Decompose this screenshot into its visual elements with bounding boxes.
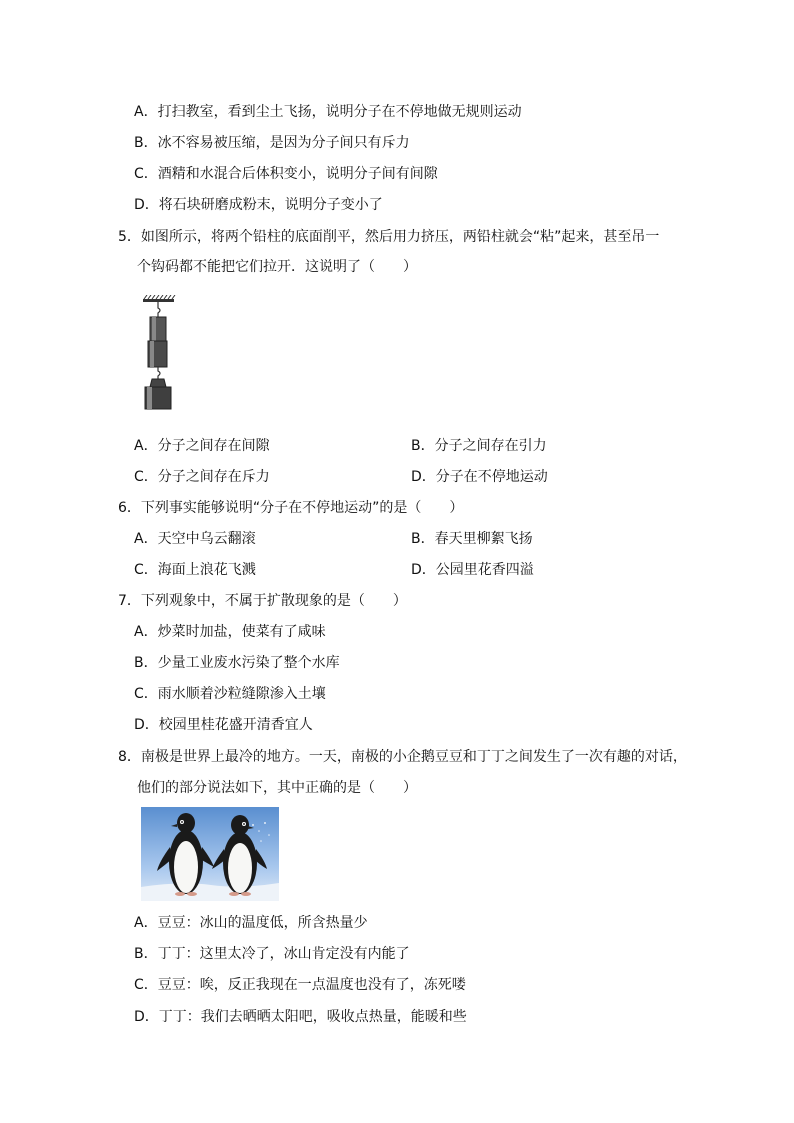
q7-option-c: C．雨水顺着沙粒缝隙渗入土壤 bbox=[134, 686, 326, 702]
q5-stem-line1: 5．如图所示，将两个铅柱的底面削平，然后用力挤压，两铅柱就会“粘”起来，甚至吊一 bbox=[118, 229, 660, 245]
q5-stem-line2: 个钩码都不能把它们拉开．这说明了（ ） bbox=[137, 259, 417, 275]
q7-option-d: D．校园里桂花盛开清香宜人 bbox=[134, 717, 313, 733]
q6-stem: 6．下列事实能够说明“分子在不停地运动”的是（ ） bbox=[118, 500, 464, 516]
q8-option-a: A．豆豆：冰山的温度低，所含热量少 bbox=[134, 915, 368, 931]
q5-option-d: D．分子在不停地运动 bbox=[411, 469, 548, 485]
q4-option-d: D．将石块研磨成粉末，说明分子变小了 bbox=[134, 197, 383, 213]
q8-option-d: D．丁丁：我们去晒晒太阳吧，吸收点热量，能暖和些 bbox=[134, 1009, 467, 1025]
q6-option-c: C．海面上浪花飞溅 bbox=[134, 562, 256, 578]
q6-option-d: D．公园里花香四溢 bbox=[411, 562, 534, 578]
q6-option-a: A．天空中乌云翻滚 bbox=[134, 531, 256, 547]
q5-option-a: A．分子之间存在间隙 bbox=[134, 438, 270, 454]
q8-stem-line1: 8．南极是世界上最冷的地方。一天，南极的小企鹅豆豆和丁丁之间发生了一次有趣的对话， bbox=[118, 749, 687, 765]
q4-option-b: B．冰不容易被压缩，是因为分子间只有斥力 bbox=[134, 135, 410, 151]
q4-option-a: A．打扫教室，看到尘土飞扬，说明分子在不停地做无规则运动 bbox=[134, 104, 522, 120]
q8-option-b: B．丁丁：这里太冷了，冰山肯定没有内能了 bbox=[134, 946, 410, 962]
penguins-photo bbox=[141, 807, 279, 901]
q7-option-b: B．少量工业废水污染了整个水库 bbox=[134, 655, 340, 671]
q8-stem-line2: 他们的部分说法如下，其中正确的是（ ） bbox=[137, 780, 417, 796]
q5-option-c: C．分子之间存在斥力 bbox=[134, 469, 270, 485]
q4-option-c: C．酒精和水混合后体积变小，说明分子间有间隙 bbox=[134, 166, 438, 182]
q5-option-b: B．分子之间存在引力 bbox=[411, 438, 547, 454]
q7-stem: 7．下列观象中，不属于扩散现象的是（ ） bbox=[118, 593, 407, 609]
q6-option-b: B．春天里柳絮飞扬 bbox=[411, 531, 533, 547]
lead-cylinders-figure bbox=[140, 295, 180, 413]
q8-option-c: C．豆豆：唉，反正我现在一点温度也没有了，冻死喽 bbox=[134, 977, 466, 993]
q7-option-a: A．炒菜时加盐，使菜有了咸味 bbox=[134, 624, 326, 640]
